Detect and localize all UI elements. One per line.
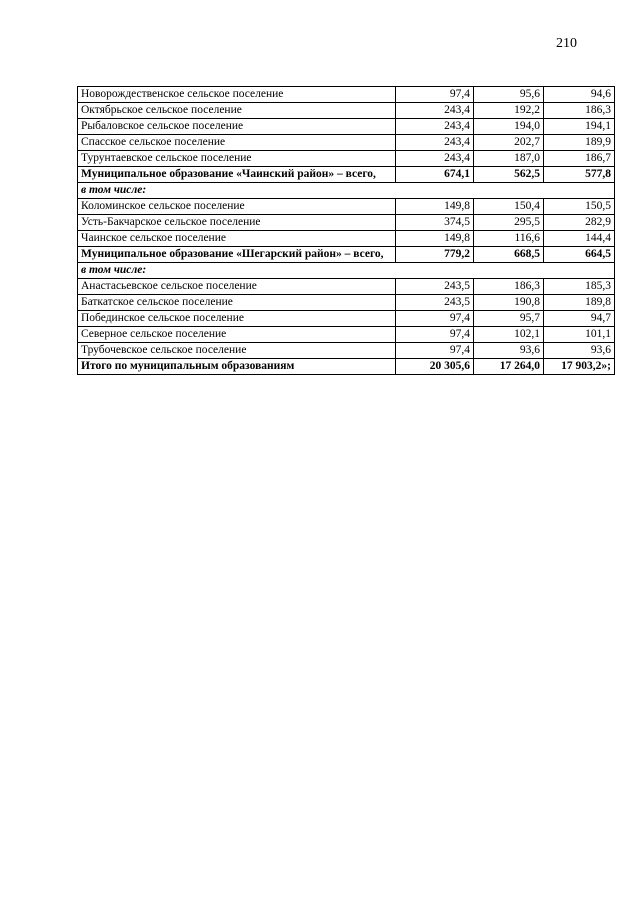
- row-name-cell: Трубочевское сельское поселение: [78, 343, 396, 359]
- table-row: [78, 327, 615, 343]
- value-cell-1: 779,2: [396, 247, 474, 263]
- row-name-cell: Коломинское сельское поселение: [78, 199, 396, 215]
- value-cell-2: 190,8: [474, 295, 544, 311]
- row-name-cell: Итого по муниципальным образованиям: [78, 359, 396, 375]
- row-name-cell: в том числе:: [78, 183, 615, 199]
- value-cell-3: 94,6: [544, 87, 615, 103]
- value-cell-3: 194,1: [544, 119, 615, 135]
- row-name-cell: Усть-Бакчарское сельское поселение: [78, 215, 396, 231]
- value-cell-2: 17 264,0: [474, 359, 544, 375]
- budget-table: [77, 86, 615, 375]
- value-cell-1: 97,4: [396, 87, 474, 103]
- value-cell-2: 186,3: [474, 279, 544, 295]
- table-row: [78, 279, 615, 295]
- row-name-cell: Муниципальное образование «Чаинский район» – всего,: [78, 167, 396, 183]
- value-cell-1: 374,5: [396, 215, 474, 231]
- value-cell-3: 150,5: [544, 199, 615, 215]
- table-body: [78, 87, 615, 375]
- value-cell-1: 243,5: [396, 295, 474, 311]
- value-cell-1: 97,4: [396, 327, 474, 343]
- value-cell-2: 668,5: [474, 247, 544, 263]
- table-row: [78, 311, 615, 327]
- subheading-row: [78, 263, 615, 279]
- value-cell-2: 116,6: [474, 231, 544, 247]
- table-row: [78, 199, 615, 215]
- value-cell-3: 185,3: [544, 279, 615, 295]
- value-cell-3: 94,7: [544, 311, 615, 327]
- table-row: [78, 103, 615, 119]
- row-name-cell: Чаинское сельское поселение: [78, 231, 396, 247]
- row-name-cell: Анастасьевское сельское поселение: [78, 279, 396, 295]
- value-cell-1: 20 305,6: [396, 359, 474, 375]
- value-cell-3: 93,6: [544, 343, 615, 359]
- total-row: [78, 167, 615, 183]
- value-cell-3: 186,7: [544, 151, 615, 167]
- value-cell-3: 186,3: [544, 103, 615, 119]
- table-row: [78, 151, 615, 167]
- value-cell-3: 189,8: [544, 295, 615, 311]
- total-row: [78, 359, 615, 375]
- row-name-cell: Октябрьское сельское поселение: [78, 103, 396, 119]
- table-row: [78, 135, 615, 151]
- row-name-cell: Муниципальное образование «Шегарский район» – всего,: [78, 247, 396, 263]
- table-row: [78, 231, 615, 247]
- table-row: [78, 295, 615, 311]
- value-cell-2: 562,5: [474, 167, 544, 183]
- value-cell-2: 95,7: [474, 311, 544, 327]
- value-cell-3: 144,4: [544, 231, 615, 247]
- value-cell-1: 243,5: [396, 279, 474, 295]
- value-cell-1: 674,1: [396, 167, 474, 183]
- value-cell-3: 577,8: [544, 167, 615, 183]
- value-cell-2: 95,6: [474, 87, 544, 103]
- table-row: [78, 215, 615, 231]
- value-cell-1: 97,4: [396, 311, 474, 327]
- value-cell-2: 295,5: [474, 215, 544, 231]
- value-cell-3: 101,1: [544, 327, 615, 343]
- value-cell-1: 243,4: [396, 119, 474, 135]
- row-name-cell: Рыбаловское сельское поселение: [78, 119, 396, 135]
- subheading-row: [78, 183, 615, 199]
- value-cell-2: 102,1: [474, 327, 544, 343]
- value-cell-2: 194,0: [474, 119, 544, 135]
- row-name-cell: Баткатское сельское поселение: [78, 295, 396, 311]
- value-cell-1: 243,4: [396, 135, 474, 151]
- row-name-cell: Спасское сельское поселение: [78, 135, 396, 151]
- value-cell-2: 187,0: [474, 151, 544, 167]
- table-row: [78, 343, 615, 359]
- value-cell-1: 243,4: [396, 103, 474, 119]
- table-row: [78, 119, 615, 135]
- table-row: [78, 87, 615, 103]
- total-row: [78, 247, 615, 263]
- value-cell-1: 149,8: [396, 231, 474, 247]
- value-cell-3: 664,5: [544, 247, 615, 263]
- value-cell-1: 243,4: [396, 151, 474, 167]
- value-cell-1: 149,8: [396, 199, 474, 215]
- row-name-cell: Турунтаевское сельское поселение: [78, 151, 396, 167]
- value-cell-3: 17 903,2»;: [544, 359, 615, 375]
- value-cell-3: 189,9: [544, 135, 615, 151]
- page-number: 210: [556, 36, 577, 51]
- row-name-cell: в том числе:: [78, 263, 615, 279]
- value-cell-2: 202,7: [474, 135, 544, 151]
- value-cell-1: 97,4: [396, 343, 474, 359]
- value-cell-2: 93,6: [474, 343, 544, 359]
- value-cell-3: 282,9: [544, 215, 615, 231]
- row-name-cell: Новорождественское сельское поселение: [78, 87, 396, 103]
- value-cell-2: 192,2: [474, 103, 544, 119]
- value-cell-2: 150,4: [474, 199, 544, 215]
- row-name-cell: Северное сельское поселение: [78, 327, 396, 343]
- row-name-cell: Побединское сельское поселение: [78, 311, 396, 327]
